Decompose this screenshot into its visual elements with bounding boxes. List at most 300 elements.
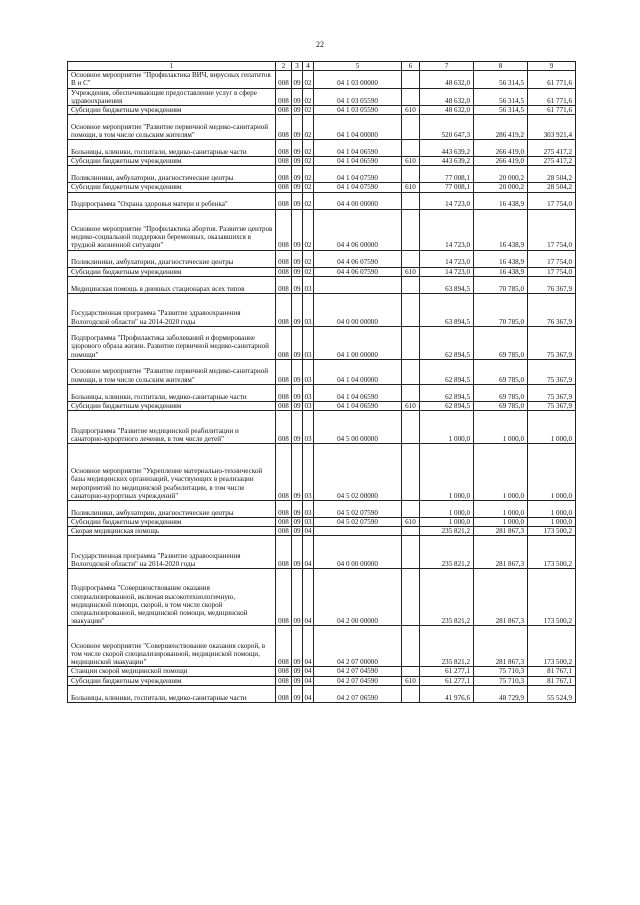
ministry-code-cell: 008 [276, 209, 292, 250]
amount-cell: 1 000,0 [528, 411, 576, 444]
amount-cell: 286 419,2 [474, 115, 528, 140]
target-article-cell: 04 4 06 00000 [314, 209, 402, 250]
target-article-cell: 04 1 04 00000 [314, 359, 402, 384]
row-name-cell: Основное мероприятие "Профилактика абортов. Развитие центров медико-социальной поддержки беременных, оказавшихся в трудной жизненной ситуации" [68, 209, 276, 250]
amount-cell: 17 754,0 [528, 192, 576, 209]
expense-kind-cell [402, 359, 420, 384]
amount-cell: 28 504,2 [528, 183, 576, 192]
target-article-cell: 04 2 07 06590 [314, 685, 402, 702]
table-row [68, 401, 576, 410]
section-cell: 09 [292, 411, 303, 444]
subsection-cell: 02 [304, 157, 312, 166]
amount-cell: 275 417,2 [528, 157, 576, 166]
row-name-cell: Основное мероприятие "Укрепление материально-технической базы медицинских организаций, участвующих в реализации мероприятий по медицинской реабилитации, в том числе санаторно-курортных учреждений" [68, 444, 276, 501]
amount-cell: 20 000,2 [474, 166, 528, 183]
subsection-cell: 02 [303, 209, 314, 250]
ministry-code-cell: 008 [276, 140, 292, 157]
target-article-cell: 04 0 00 00000 [314, 536, 402, 569]
ministry-code-cell: 008 [276, 667, 292, 676]
target-article-cell: 04 2 07 04590 [314, 667, 402, 676]
subsection-cell: 03 [303, 384, 314, 401]
amount-cell: 63 894,5 [420, 276, 474, 293]
amount-cell: 443 639,2 [420, 140, 474, 157]
subsection-cell: 04 [304, 527, 312, 536]
header-cell: 9 [528, 62, 576, 71]
subsection-cell: 02 [303, 140, 314, 157]
ministry-code-cell: 008 [276, 71, 292, 88]
ministry-code-cell: 008 [276, 115, 292, 140]
table-row [68, 192, 576, 209]
table-row [68, 106, 576, 115]
row-name-cell: Больницы, клиники, госпитали, медико-санитарные части [68, 384, 276, 401]
subsection-cell: 02 [303, 71, 314, 88]
amount-cell: 61 771,6 [528, 71, 576, 88]
section-cell: 09 [292, 359, 303, 384]
table-row [68, 518, 576, 527]
amount-cell: 56 314,5 [474, 88, 528, 105]
row-name-cell: Основное мероприятие "Профилактика ВИЧ, вирусных гепатитов В и С" [68, 71, 276, 88]
subsection-cell: 03 [304, 401, 312, 410]
amount-cell: 14 723,0 [420, 192, 474, 209]
row-name-cell: Субсидии бюджетным учреждениям [68, 401, 276, 410]
section-cell: 09 [292, 569, 303, 626]
section-cell: 09 [292, 115, 303, 140]
expense-kind-cell [402, 501, 420, 518]
row-name-cell: Государственная программа "Развитие здравоохранения Вологодской области" на 2014-2020 годы [68, 536, 276, 569]
section-cell: 09 [292, 276, 303, 293]
amount-cell: 69 785,0 [474, 326, 528, 359]
amount-cell: 69 785,0 [474, 359, 528, 384]
amount-cell: 48 632,0 [420, 71, 474, 88]
header-row [68, 62, 576, 71]
amount-cell: 61 771,6 [528, 88, 576, 105]
amount-cell: 16 438,9 [474, 192, 528, 209]
header-cell: 1 [68, 62, 276, 71]
amount-cell: 55 524,9 [528, 685, 576, 702]
subsection-cell: 02 [303, 192, 314, 209]
target-article-cell: 04 4 06 07590 [314, 267, 402, 276]
table-row [68, 667, 576, 676]
target-article-cell: 04 2 07 04590 [314, 676, 402, 685]
header-cell: 7 [420, 62, 474, 71]
amount-cell: 235 821,2 [420, 527, 474, 536]
row-name-cell: Медицинская помощь в дневных стационарах всех типов [68, 276, 276, 293]
amount-cell: 173 500,2 [528, 626, 576, 667]
header-cell: 4 [303, 62, 314, 71]
expense-kind-cell: 610 [402, 183, 420, 192]
target-article-cell: 04 1 03 05590 [314, 88, 402, 105]
target-article-cell: 04 5 02 07590 [314, 501, 402, 518]
section-cell: 09 [293, 183, 301, 192]
table-row [68, 140, 576, 157]
amount-cell: 48 632,0 [420, 88, 474, 105]
expense-kind-cell [402, 276, 420, 293]
target-article-cell: 04 4 00 00000 [314, 192, 402, 209]
table-row [68, 384, 576, 401]
row-name-cell: Подпрограмма "Развитие медицинской реабилитации и санаторно-курортного лечения, в том числе детей" [68, 411, 276, 444]
table-row [68, 536, 576, 569]
subsection-cell: 02 [304, 267, 312, 276]
amount-cell: 75 710,3 [474, 667, 528, 676]
amount-cell: 75 367,9 [528, 401, 576, 410]
header-cell: 2 [276, 62, 292, 71]
table-row [68, 569, 576, 626]
ministry-code-cell: 008 [276, 401, 292, 410]
amount-cell: 1 000,0 [420, 411, 474, 444]
row-name-cell: Больницы, клиники, госпитали, медико-санитарные части [68, 140, 276, 157]
amount-cell: 56 314,5 [474, 106, 528, 115]
target-article-cell: 04 2 07 00000 [314, 626, 402, 667]
amount-cell: 62 894,5 [420, 384, 474, 401]
table-row [68, 359, 576, 384]
header-cell: 6 [402, 62, 420, 71]
ministry-code-cell: 008 [276, 183, 292, 192]
row-name-cell: Основное мероприятие "Развитие первичной медико-санитарной помощи, в том числе сельским жителям" [68, 359, 276, 384]
subsection-cell: 04 [304, 676, 312, 685]
expense-kind-cell: 610 [402, 518, 420, 527]
target-article-cell: 04 4 06 07590 [314, 250, 402, 267]
amount-cell: 41 976,6 [420, 685, 474, 702]
target-article-cell: 04 0 00 00000 [314, 293, 402, 326]
row-name-cell: Основное мероприятие "Развитие первичной медико-санитарной помощи, в том числе сельским жителям" [68, 115, 276, 140]
ministry-code-cell: 008 [276, 276, 292, 293]
ministry-code-cell: 008 [276, 536, 292, 569]
subsection-cell: 03 [303, 411, 314, 444]
table-row [68, 527, 576, 536]
table-row [68, 676, 576, 685]
target-article-cell: 04 5 00 00000 [314, 411, 402, 444]
row-name-cell: Скорая медицинская помощь [68, 527, 276, 536]
section-cell: 09 [292, 384, 303, 401]
row-name-cell: Государственная программа "Развитие здравоохранения Вологодской области" на 2014-2020 годы [68, 293, 276, 326]
row-name-cell: Подпрограмма "Совершенствование оказания специализированной, включая высокотехнологичную, медицинской помощи, скорой, в том числе скорой специализированной, медицинской помощи, медицинской эвакуации" [68, 569, 276, 626]
amount-cell: 1 000,0 [420, 518, 474, 527]
amount-cell: 1 000,0 [474, 411, 528, 444]
amount-cell: 81 767,1 [528, 676, 576, 685]
amount-cell: 1 000,0 [474, 501, 528, 518]
amount-cell: 61 277,1 [420, 667, 474, 676]
expense-kind-cell [402, 536, 420, 569]
amount-cell: 173 500,2 [528, 536, 576, 569]
amount-cell: 281 867,3 [474, 626, 528, 667]
row-name-cell: Подпрограмма "Охрана здоровья матери и ребенка" [68, 192, 276, 209]
section-cell: 09 [293, 106, 301, 115]
amount-cell: 76 367,9 [528, 276, 576, 293]
table-row [68, 411, 576, 444]
target-article-cell: 04 1 04 06590 [314, 157, 402, 166]
expense-kind-cell [402, 667, 420, 676]
table-row [68, 183, 576, 192]
subsection-cell: 02 [303, 115, 314, 140]
amount-cell: 63 894,5 [420, 293, 474, 326]
amount-cell: 48 632,0 [420, 106, 474, 115]
amount-cell: 281 867,3 [474, 527, 528, 536]
amount-cell: 76 367,9 [528, 293, 576, 326]
table-row [68, 626, 576, 667]
target-article-cell: 04 1 03 05590 [314, 106, 402, 115]
expense-kind-cell: 610 [402, 106, 420, 115]
amount-cell: 235 821,2 [420, 569, 474, 626]
ministry-code-cell: 008 [276, 384, 292, 401]
target-article-cell [314, 527, 402, 536]
target-article-cell: 04 1 03 00000 [314, 71, 402, 88]
table-row [68, 166, 576, 183]
amount-cell: 14 723,0 [420, 250, 474, 267]
amount-cell: 14 723,0 [420, 267, 474, 276]
row-name-cell: Субсидии бюджетным учреждениям [68, 183, 276, 192]
amount-cell: 17 754,0 [528, 267, 576, 276]
amount-cell: 75 710,3 [474, 676, 528, 685]
expense-kind-cell [402, 384, 420, 401]
target-article-cell: 04 5 02 07590 [314, 518, 402, 527]
expense-kind-cell: 610 [402, 267, 420, 276]
amount-cell: 16 438,9 [474, 209, 528, 250]
amount-cell: 1 000,0 [420, 444, 474, 501]
subsection-cell: 04 [304, 667, 312, 676]
target-article-cell: 04 1 04 06590 [314, 140, 402, 157]
expense-kind-cell: 610 [402, 157, 420, 166]
section-cell: 09 [292, 71, 303, 88]
header-cell: 8 [474, 62, 528, 71]
row-name-cell: Субсидии бюджетным учреждениям [68, 106, 276, 115]
amount-cell: 443 639,2 [420, 157, 474, 166]
amount-cell: 75 367,9 [528, 359, 576, 384]
ministry-code-cell: 008 [276, 326, 292, 359]
expense-kind-cell [402, 569, 420, 626]
expense-kind-cell [402, 250, 420, 267]
row-name-cell: Поликлиники, амбулатории, диагностические центры [68, 166, 276, 183]
expense-kind-cell [402, 140, 420, 157]
section-cell: 09 [293, 157, 301, 166]
amount-cell: 281 867,3 [474, 569, 528, 626]
section-cell: 09 [292, 293, 303, 326]
ministry-code-cell: 008 [276, 685, 292, 702]
table-row [68, 501, 576, 518]
row-name-cell: Субсидии бюджетным учреждениям [68, 518, 276, 527]
target-article-cell: 04 1 00 00000 [314, 326, 402, 359]
ministry-code-cell: 008 [276, 626, 292, 667]
budget-table [67, 61, 576, 703]
row-name-cell: Поликлиники, амбулатории, диагностические центры [68, 501, 276, 518]
target-article-cell [314, 276, 402, 293]
ministry-code-cell: 008 [276, 527, 292, 536]
target-article-cell: 04 1 04 06590 [314, 401, 402, 410]
table-row [68, 326, 576, 359]
amount-cell: 75 367,9 [528, 384, 576, 401]
amount-cell: 28 504,2 [528, 166, 576, 183]
ministry-code-cell: 008 [276, 192, 292, 209]
expense-kind-cell [402, 166, 420, 183]
expense-kind-cell: 610 [402, 401, 420, 410]
ministry-code-cell: 008 [276, 106, 292, 115]
table-row [68, 115, 576, 140]
subsection-cell: 03 [303, 293, 314, 326]
ministry-code-cell: 008 [276, 267, 292, 276]
amount-cell: 275 417,2 [528, 140, 576, 157]
row-name-cell: Учреждения, обеспечивающие предоставление услуг в сфере здравоохранения [68, 88, 276, 105]
ministry-code-cell: 008 [276, 293, 292, 326]
ministry-code-cell: 008 [276, 411, 292, 444]
amount-cell: 62 894,5 [420, 359, 474, 384]
target-article-cell: 04 1 04 00000 [314, 115, 402, 140]
section-cell: 09 [292, 536, 303, 569]
subsection-cell: 04 [303, 626, 314, 667]
amount-cell: 77 008,1 [420, 166, 474, 183]
expense-kind-cell [402, 209, 420, 250]
amount-cell: 75 367,9 [528, 326, 576, 359]
expense-kind-cell [402, 88, 420, 105]
amount-cell: 1 000,0 [528, 444, 576, 501]
table-row [68, 293, 576, 326]
amount-cell: 14 723,0 [420, 209, 474, 250]
expense-kind-cell [402, 626, 420, 667]
amount-cell: 56 314,5 [474, 71, 528, 88]
subsection-cell: 02 [304, 106, 312, 115]
section-cell: 09 [292, 685, 303, 702]
row-name-cell: Подпрограмма "Профилактика заболеваний и формирование здорового образа жизни. Развитие первичной медико-санитарной помощи" [68, 326, 276, 359]
row-name-cell: Станции скорой медицинской помощи [68, 667, 276, 676]
row-name-cell: Субсидии бюджетным учреждениям [68, 267, 276, 276]
row-name-cell: Субсидии бюджетным учреждениям [68, 676, 276, 685]
amount-cell: 48 729,9 [474, 685, 528, 702]
table-row [68, 685, 576, 702]
section-cell: 09 [292, 140, 303, 157]
ministry-code-cell: 008 [276, 569, 292, 626]
ministry-code-cell: 008 [276, 676, 292, 685]
target-article-cell: 04 1 04 07590 [314, 183, 402, 192]
table-row [68, 88, 576, 105]
section-cell: 09 [293, 267, 301, 276]
subsection-cell: 03 [303, 444, 314, 501]
ministry-code-cell: 008 [276, 359, 292, 384]
ministry-code-cell: 008 [276, 501, 292, 518]
amount-cell: 20 000,2 [474, 183, 528, 192]
target-article-cell: 04 1 04 06590 [314, 384, 402, 401]
amount-cell: 303 921,4 [528, 115, 576, 140]
amount-cell: 520 647,3 [420, 115, 474, 140]
expense-kind-cell [402, 527, 420, 536]
subsection-cell: 03 [303, 359, 314, 384]
ministry-code-cell: 008 [276, 250, 292, 267]
expense-kind-cell [402, 192, 420, 209]
section-cell: 09 [293, 518, 301, 527]
amount-cell: 1 000,0 [528, 518, 576, 527]
amount-cell: 16 438,9 [474, 267, 528, 276]
ministry-code-cell: 008 [276, 157, 292, 166]
subsection-cell: 04 [303, 685, 314, 702]
amount-cell: 81 767,1 [528, 667, 576, 676]
subsection-cell: 03 [303, 276, 314, 293]
subsection-cell: 02 [303, 166, 314, 183]
amount-cell: 173 500,2 [528, 527, 576, 536]
amount-cell: 16 438,9 [474, 250, 528, 267]
table-body [68, 71, 576, 703]
row-name-cell: Субсидии бюджетным учреждениям [68, 157, 276, 166]
subsection-cell: 02 [303, 88, 314, 105]
section-cell: 09 [292, 209, 303, 250]
section-cell: 09 [292, 88, 303, 105]
amount-cell: 266 419,0 [474, 140, 528, 157]
section-cell: 09 [293, 401, 301, 410]
row-name-cell: Больницы, клиники, госпитали, медико-санитарные части [68, 685, 276, 702]
amount-cell: 1 000,0 [474, 444, 528, 501]
page-number: 22 [316, 40, 324, 49]
ministry-code-cell: 008 [276, 518, 292, 527]
amount-cell: 1 000,0 [474, 518, 528, 527]
subsection-cell: 04 [303, 536, 314, 569]
amount-cell: 62 894,5 [420, 326, 474, 359]
amount-cell: 62 894,5 [420, 401, 474, 410]
expense-kind-cell [402, 71, 420, 88]
amount-cell: 266 419,0 [474, 157, 528, 166]
section-cell: 09 [292, 166, 303, 183]
amount-cell: 235 821,2 [420, 626, 474, 667]
table-row [68, 209, 576, 250]
expense-kind-cell [402, 293, 420, 326]
section-cell: 09 [292, 626, 303, 667]
table-row [68, 267, 576, 276]
amount-cell: 61 277,1 [420, 676, 474, 685]
amount-cell: 281 867,3 [474, 536, 528, 569]
expense-kind-cell [402, 326, 420, 359]
target-article-cell: 04 2 00 00000 [314, 569, 402, 626]
section-cell: 09 [292, 250, 303, 267]
amount-cell: 1 000,0 [528, 501, 576, 518]
amount-cell: 1 000,0 [420, 501, 474, 518]
subsection-cell: 02 [304, 183, 312, 192]
table-row [68, 250, 576, 267]
subsection-cell: 03 [303, 326, 314, 359]
expense-kind-cell [402, 411, 420, 444]
expense-kind-cell [402, 444, 420, 501]
ministry-code-cell: 008 [276, 88, 292, 105]
target-article-cell: 04 5 02 00000 [314, 444, 402, 501]
table-row [68, 157, 576, 166]
section-cell: 09 [292, 501, 303, 518]
target-article-cell: 04 1 04 07590 [314, 166, 402, 183]
ministry-code-cell: 008 [276, 444, 292, 501]
section-cell: 09 [292, 326, 303, 359]
section-cell: 09 [292, 192, 303, 209]
subsection-cell: 04 [303, 569, 314, 626]
subsection-cell: 02 [303, 250, 314, 267]
expense-kind-cell: 610 [402, 676, 420, 685]
table-row [68, 276, 576, 293]
header-cell: 3 [292, 62, 303, 71]
section-cell: 09 [293, 667, 301, 676]
section-cell: 09 [293, 527, 301, 536]
table-row [68, 71, 576, 88]
amount-cell: 17 754,0 [528, 250, 576, 267]
amount-cell: 17 754,0 [528, 209, 576, 250]
subsection-cell: 03 [304, 518, 312, 527]
table-row [68, 444, 576, 501]
amount-cell: 77 008,1 [420, 183, 474, 192]
expense-kind-cell [402, 685, 420, 702]
amount-cell: 173 500,2 [528, 569, 576, 626]
ministry-code-cell: 008 [276, 166, 292, 183]
amount-cell: 69 785,0 [474, 384, 528, 401]
row-name-cell: Поликлиники, амбулатории, диагностические центры [68, 250, 276, 267]
section-cell: 09 [292, 444, 303, 501]
expense-kind-cell [402, 115, 420, 140]
row-name-cell: Основное мероприятие "Совершенствование оказания скорой, в том числе скорой специализированной, медицинской помощи, медицинской эвакуации" [68, 626, 276, 667]
subsection-cell: 03 [303, 501, 314, 518]
section-cell: 09 [293, 676, 301, 685]
amount-cell: 70 785,0 [474, 293, 528, 326]
amount-cell: 69 785,0 [474, 401, 528, 410]
amount-cell: 70 785,0 [474, 276, 528, 293]
